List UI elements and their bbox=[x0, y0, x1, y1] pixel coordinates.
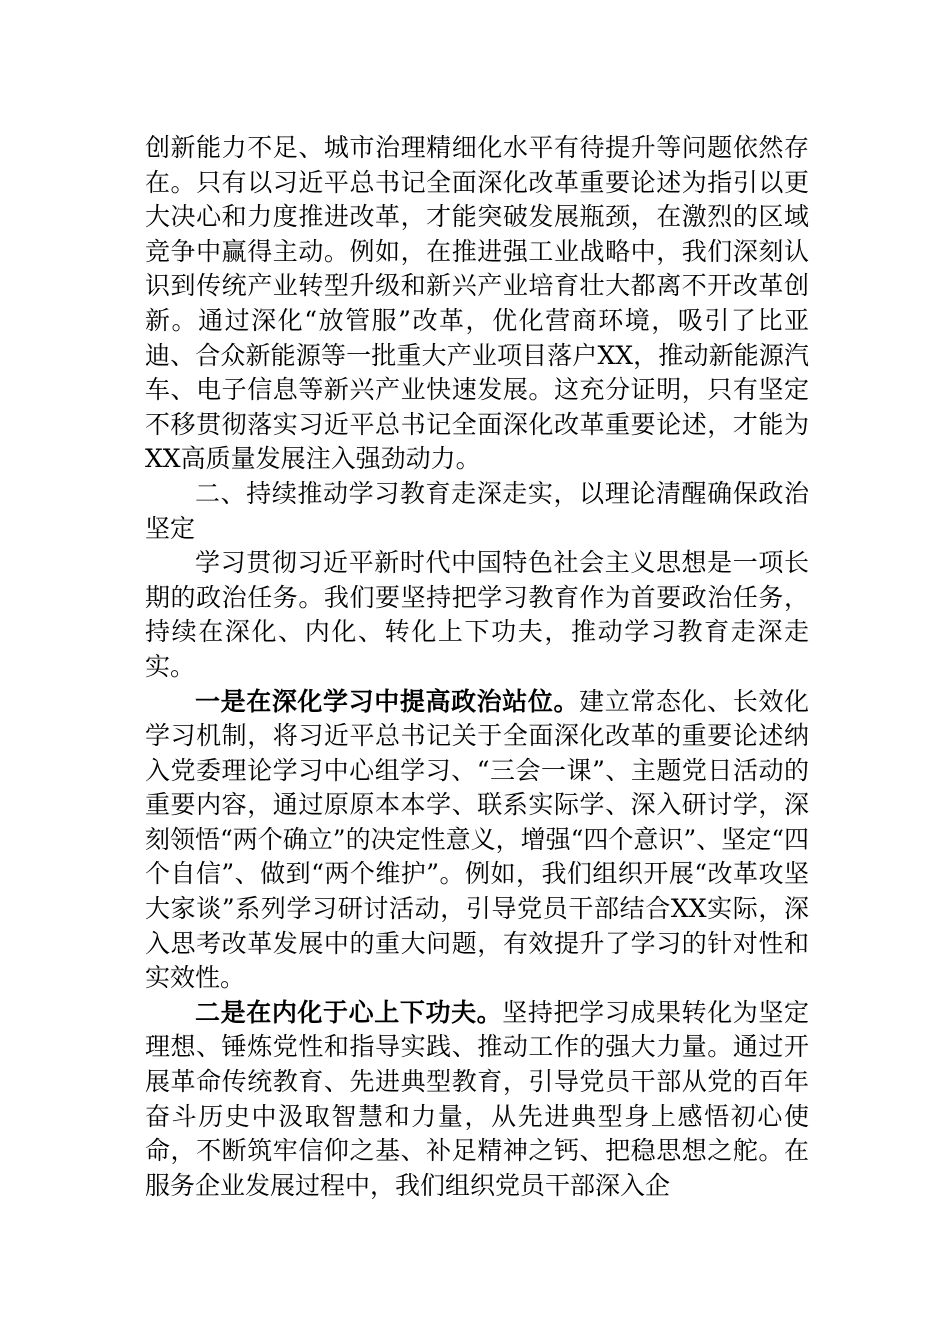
paragraph-continued: 创新能力不足、城市治理精细化水平有待提升等问题依然存在。只有以习近平总书记全面深化改革重要论述为指引以更大决心和力度推进改革，才能突破发展瓶颈，在激烈的区域竞争中赢得主动。例如，在推进强工业战略中，我们深刻认识到传统产业转型升级和新兴产业培育壮大都离不开改革创新。通过深化“放管服”改革，优化营商环境，吸引了比亚迪、合众新能源等一批重大产业项目落户XX，推动新能源汽车、电子信息等新兴产业快速发展。这充分证明，只有坚定不移贯彻落实习近平总书记全面深化改革重要论述，才能为XX高质量发展注入强劲动力。 bbox=[145, 133, 809, 474]
section-intro-paragraph: 学习贯彻习近平新时代中国特色社会主义思想是一项长期的政治任务。我们要坚持把学习教育作为首要政治任务，持续在深化、内化、转化上下功夫，推动学习教育走深走实。 bbox=[145, 548, 809, 681]
point-two-paragraph bbox=[145, 996, 809, 1204]
point-two-body: 坚持把学习成果转化为坚定理想、锤炼党性和指导实践、推动工作的强大力量。通过开展革命传统教育、先进典型教育，引导党员干部从党的百年奋斗历史中汲取智慧和力量，从先进典型身上感悟初心使命，不断筑牢信仰之基、补足精神之钙、把稳思想之舵。在服务企业发展过程中，我们组织党员干部深入企 bbox=[145, 997, 809, 1200]
point-one-paragraph bbox=[145, 685, 809, 996]
document-body bbox=[145, 131, 809, 1203]
point-one-title: 一是在深化学习中提高政治站位。 bbox=[195, 686, 580, 716]
point-one-body: 建立常态化、长效化学习机制，将习近平总书记关于全面深化改革的重要论述纳入党委理论学习中心组学习、“三会一课”、主题党日活动的重要内容，通过原原本本学、联系实际学、深入研讨学，深刻领悟“两个确立”的决定性意义，增强“四个意识”、坚定“四个自信”、做到“两个维护”。例如，我们组织开展“改革攻坚大家谈”系列学习研讨活动，引导党员干部结合XX实际，深入思考改革发展中的重大问题，有效提升了学习的针对性和实效性。 bbox=[145, 686, 809, 993]
section-heading: 二、持续推动学习教育走深走实，以理论清醒确保政治坚定 bbox=[145, 478, 809, 543]
point-two-title: 二是在内化于心上下功夫。 bbox=[195, 997, 503, 1027]
